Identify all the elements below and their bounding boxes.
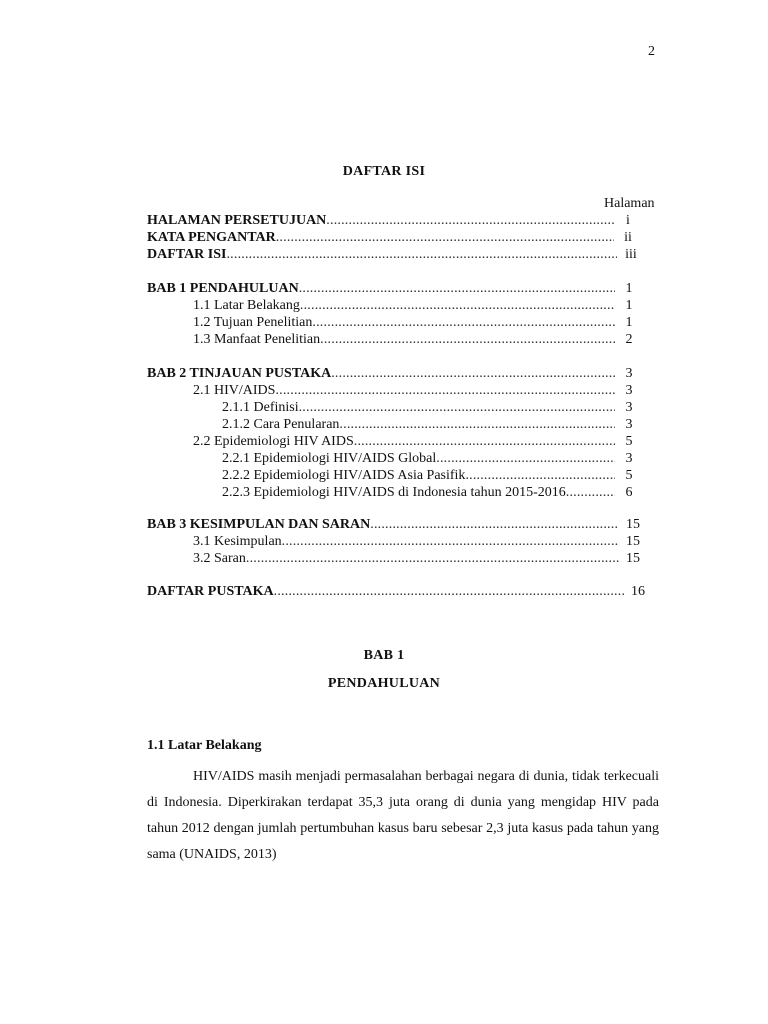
toc-entry[interactable]	[193, 297, 643, 314]
toc-entry[interactable]	[147, 365, 643, 382]
toc-entry-label: HALAMAN PERSETUJUAN	[147, 213, 327, 228]
toc-entry[interactable]	[147, 229, 642, 246]
toc-entry[interactable]	[147, 246, 645, 263]
toc-entry[interactable]	[222, 450, 643, 467]
toc-entry-page: 15	[626, 551, 640, 566]
toc-entry[interactable]	[147, 583, 652, 600]
toc-leader	[339, 416, 615, 433]
toc-entry[interactable]	[193, 533, 647, 550]
toc-entry[interactable]	[193, 314, 643, 331]
toc-entry[interactable]	[222, 399, 643, 416]
toc-entry-page: ii	[624, 230, 632, 245]
toc-leader	[246, 550, 619, 567]
toc-entry-page: 5	[625, 434, 633, 449]
toc-leader	[320, 331, 615, 348]
toc-entry-page: 3	[625, 417, 633, 432]
toc-entry[interactable]	[222, 467, 643, 484]
toc-entry[interactable]	[147, 280, 643, 297]
chapter-title: PENDAHULUAN	[327, 676, 441, 691]
toc-leader	[354, 433, 615, 450]
toc-entry[interactable]	[147, 516, 647, 533]
toc-entry[interactable]	[193, 331, 643, 348]
toc-entry-label: 3.1 Kesimpulan	[193, 534, 282, 549]
toc-leader	[226, 246, 617, 263]
toc-entry-label: 2.2.2 Epidemiologi HIV/AIDS Asia Pasifik	[222, 468, 466, 483]
toc-leader	[331, 365, 615, 382]
toc-entry-page: 5	[625, 468, 633, 483]
toc-entry-label: DAFTAR ISI	[147, 247, 227, 262]
toc-entry-label: BAB 1 PENDAHULUAN	[147, 281, 299, 296]
toc-entry-label: KATA PENGANTAR	[147, 230, 276, 245]
toc-entry-label: 1.2 Tujuan Penelitian	[193, 315, 313, 330]
toc-entry-page: 3	[625, 366, 633, 381]
toc-entry[interactable]	[147, 212, 642, 229]
toc-entry-label: DAFTAR PUSTAKA	[147, 584, 274, 599]
toc-entry-page: 1	[625, 281, 633, 296]
toc-leader	[436, 450, 615, 467]
toc-leader	[326, 212, 614, 229]
toc-entry-page: 3	[625, 383, 633, 398]
toc-entry[interactable]	[222, 484, 643, 501]
toc-entry-page: 15	[626, 517, 640, 532]
toc-entry-page: 2	[625, 332, 633, 347]
toc-entry-label: 1.3 Manfaat Penelitian	[193, 332, 321, 347]
toc-leader	[370, 516, 619, 533]
toc-entry-label: BAB 2 TINJAUAN PUSTAKA	[147, 366, 332, 381]
chapter-number: BAB 1	[363, 648, 405, 663]
toc-entry-page: 16	[631, 584, 645, 599]
toc-leader	[299, 399, 615, 416]
section-heading: 1.1 Latar Belakang	[147, 738, 262, 753]
toc-entry-label: 2.2.1 Epidemiologi HIV/AIDS Global	[222, 451, 437, 466]
halaman-column-label: Halaman	[604, 196, 655, 211]
toc-entry-page: 15	[626, 534, 640, 549]
toc-leader	[300, 297, 615, 314]
toc-entry-label: 2.1.1 Definisi	[222, 400, 299, 415]
toc-leader	[282, 533, 619, 550]
toc-entry-page: i	[626, 213, 630, 228]
toc-entry-page: 3	[625, 451, 633, 466]
toc-entry-label: 1.1 Latar Belakang	[193, 298, 300, 313]
page-number: 2	[648, 44, 655, 59]
toc-entry[interactable]	[193, 382, 643, 399]
toc-leader	[465, 467, 615, 484]
toc-entry-page: 1	[625, 315, 633, 330]
toc-entry-label: BAB 3 KESIMPULAN DAN SARAN	[147, 517, 371, 532]
toc-entry-page: iii	[625, 247, 637, 262]
toc-entry-label: 3.2 Saran	[193, 551, 246, 566]
toc-entry[interactable]	[193, 433, 643, 450]
toc-leader	[299, 280, 615, 297]
toc-leader	[274, 583, 624, 600]
toc-entry-label: 2.2 Epidemiologi HIV AIDS	[193, 434, 354, 449]
toc-entry-page: 1	[625, 298, 633, 313]
toc-entry[interactable]	[222, 416, 643, 433]
toc-leader	[312, 314, 615, 331]
toc-entry-page: 6	[625, 485, 633, 500]
toc-leader	[566, 484, 615, 501]
toc-entry-label: 2.1.2 Cara Penularan	[222, 417, 340, 432]
toc-entry-label: 2.1 HIV/AIDS	[193, 383, 276, 398]
toc-title: DAFTAR ISI	[342, 164, 426, 179]
body-paragraph: HIV/AIDS masih menjadi permasalahan berbagai negara di dunia, tidak terkecuali di Indonesia. Diperkirakan terdapat 35,3 juta orang di dunia yang mengidap HIV pada tahun 2012 dengan jumlah pertumbuhan kasus baru sebesar 2,3 juta kasus pada tahun yang sama (UNAIDS, 2013)	[147, 769, 659, 862]
toc-entry-label: 2.2.3 Epidemiologi HIV/AIDS di Indonesia tahun 2015-2016	[222, 485, 566, 500]
toc-leader	[275, 382, 615, 399]
toc-entry[interactable]	[193, 550, 647, 567]
toc-leader	[276, 229, 614, 246]
toc-entry-page: 3	[625, 400, 633, 415]
